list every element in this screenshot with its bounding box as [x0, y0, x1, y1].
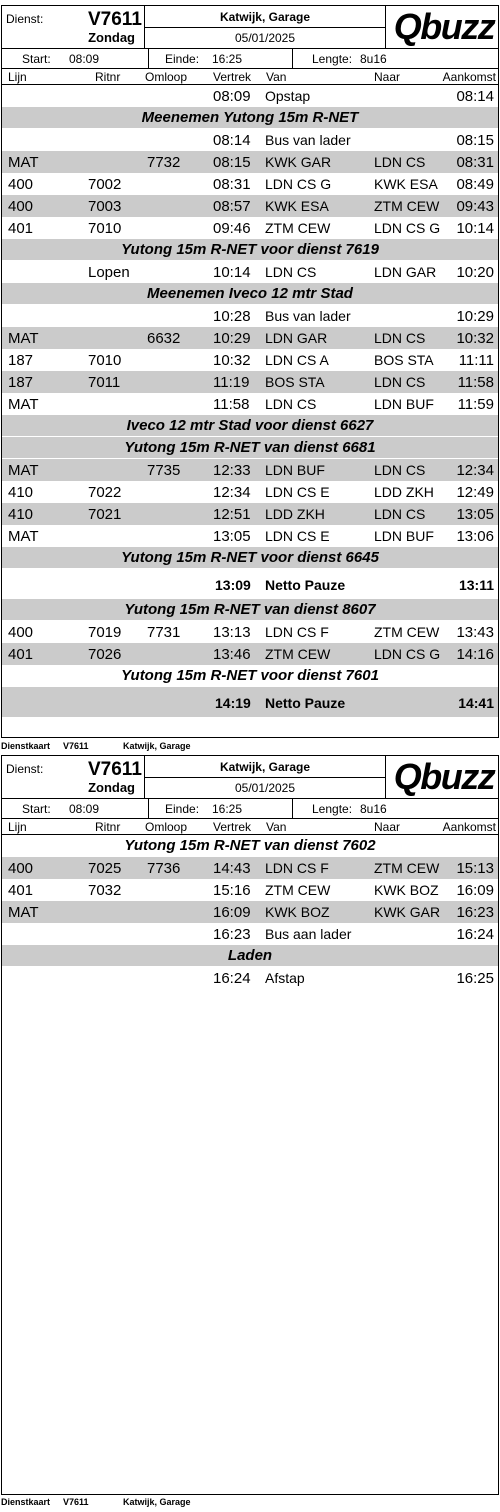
cell-aankomst: 12:49: [456, 484, 494, 501]
cell-aankomst: 15:13: [456, 860, 494, 877]
cell-vertrek: 13:09: [215, 577, 251, 593]
cell-naar: LDD ZKH: [374, 484, 434, 500]
einde-value: 16:25: [212, 802, 243, 816]
table-row: [2, 879, 498, 901]
pause-row: [2, 687, 498, 717]
cell-lijn: 410: [8, 484, 34, 501]
header-location-box: [144, 6, 386, 48]
cell-vertrek: 10:28: [213, 308, 251, 325]
cell-naar: ZTM CEW: [374, 198, 440, 214]
cell-ritnr: 7019: [88, 624, 122, 641]
dienst-day: Zondag: [88, 780, 135, 795]
table-row: [2, 901, 498, 923]
cell-van: LDN GAR: [265, 330, 328, 346]
schedule-rows: [2, 85, 498, 717]
col-omloop: Omloop: [145, 820, 188, 834]
cell-naar: LDN BUF: [374, 528, 434, 544]
einde-label: Einde:: [165, 802, 200, 816]
cell-naar: LDN CS: [374, 374, 426, 390]
col-aankomst: Aankomst: [442, 70, 496, 84]
cell-aankomst: 12:34: [456, 462, 494, 479]
cell-vertrek: 10:29: [213, 330, 251, 347]
start-label: Start:: [22, 802, 51, 816]
cell-vertrek: 08:57: [213, 198, 251, 215]
start-value: 08:09: [69, 802, 100, 816]
lengte-value: 8u16: [360, 802, 387, 816]
footer-title: Dienstkaart: [1, 741, 51, 751]
cell-ritnr: 7002: [88, 176, 122, 193]
divider: [292, 49, 293, 68]
divider: [148, 799, 149, 818]
cell-ritnr: 7003: [88, 198, 122, 215]
table-row: [2, 621, 498, 643]
table-row: [2, 525, 498, 547]
cell-van: LDN CS E: [265, 528, 330, 544]
shift-times-row: [2, 799, 498, 819]
dienst-number: V7611: [88, 9, 142, 30]
start-label: Start:: [22, 52, 51, 66]
col-vertrek: Vertrek: [213, 820, 252, 834]
footer-location: Katwijk, Garage: [123, 1497, 191, 1507]
cell-van: KWK GAR: [265, 154, 332, 170]
cell-aankomst: 13:05: [456, 506, 494, 523]
col-lijn: Lijn: [8, 70, 27, 84]
cell-lijn: 401: [8, 646, 34, 663]
cell-lijn: MAT: [8, 528, 39, 545]
cell-van: LDD ZKH: [265, 506, 325, 522]
cell-van: LDN CS E: [265, 484, 330, 500]
cell-vertrek: 13:05: [213, 528, 251, 545]
cell-vertrek: 12:51: [213, 506, 251, 523]
col-van: Van: [266, 70, 287, 84]
schedule-rows: [2, 835, 498, 989]
lengte-label: Lengte:: [312, 802, 353, 816]
cell-aankomst: 16:25: [456, 970, 494, 987]
cell-vertrek: 08:31: [213, 176, 251, 193]
service-date: 05/01/2025: [234, 31, 296, 45]
location-name: Katwijk, Garage: [145, 6, 385, 28]
cell-aankomst: 08:14: [456, 88, 494, 105]
cell-vertrek: 15:16: [213, 882, 251, 899]
cell-naar: KWK ESA: [374, 176, 438, 192]
cell-vertrek: 16:09: [213, 904, 251, 921]
cell-lijn: MAT: [8, 396, 39, 413]
cell-van: LDN CS: [265, 396, 317, 412]
cell-van: LDN BUF: [265, 462, 325, 478]
cell-van: KWK ESA: [265, 198, 329, 214]
cell-vertrek: 14:43: [213, 860, 251, 877]
cell-van: Bus van lader: [265, 308, 351, 324]
header-location-box: [144, 756, 386, 798]
divider: [148, 49, 149, 68]
cell-lijn: MAT: [8, 462, 39, 479]
cell-aankomst: 10:32: [456, 330, 494, 347]
cell-lijn: 400: [8, 860, 34, 877]
section-header: Meenemen Iveco 12 mtr Stad: [2, 283, 498, 305]
dienstkaart-page-1: [0, 5, 500, 738]
cell-naar: KWK GAR: [374, 904, 441, 920]
cell-aankomst: 16:09: [456, 882, 494, 899]
cell-omloop: 7732: [147, 154, 181, 171]
table-row: [2, 129, 498, 151]
cell-ritnr: 7026: [88, 646, 122, 663]
lengte-value: 8u16: [360, 52, 387, 66]
cell-naar: LDN CS: [374, 462, 426, 478]
section-header: Yutong 15m R-NET van dienst 7602: [2, 835, 498, 857]
cell-naar: KWK BOZ: [374, 882, 439, 898]
table-row: [2, 305, 498, 327]
table-row: [2, 481, 498, 503]
cell-naar: BOS STA: [374, 352, 434, 368]
cell-van: ZTM CEW: [265, 220, 331, 236]
cell-lijn: 401: [8, 882, 34, 899]
cell-naar: ZTM CEW: [374, 860, 440, 876]
cell-aankomst: 10:14: [456, 220, 494, 237]
col-aankomst: Aankomst: [442, 820, 496, 834]
table-row: [2, 195, 498, 217]
cell-aankomst: 11:59: [457, 396, 494, 413]
dienst-number: V7611: [88, 759, 142, 780]
cell-vertrek: 11:19: [213, 374, 250, 391]
cell-van: ZTM CEW: [265, 882, 331, 898]
qbuzz-logo: Qbuzz: [393, 6, 495, 47]
cell-vertrek: 12:34: [213, 484, 251, 501]
section-header: Meenemen Yutong 15m R-NET: [2, 107, 498, 129]
cell-aankomst: 08:49: [456, 176, 494, 193]
cell-vertrek: 13:13: [213, 624, 251, 641]
cell-naar: LDN CS G: [374, 646, 441, 662]
cell-van: LDN CS F: [265, 624, 329, 640]
cell-naar: LDN GAR: [374, 264, 437, 280]
footer-location: Katwijk, Garage: [123, 741, 191, 751]
footer-number: V7611: [63, 1497, 89, 1507]
cell-aankomst: 14:16: [456, 646, 494, 663]
section-header: Iveco 12 mtr Stad voor dienst 6627: [2, 415, 498, 437]
location-name: Katwijk, Garage: [145, 756, 385, 778]
cell-vertrek: 08:09: [213, 88, 251, 105]
cell-aankomst: 11:58: [457, 374, 494, 391]
cell-vertrek: 16:23: [213, 926, 251, 943]
col-ritnr: Ritnr: [95, 70, 121, 84]
cell-van: KWK BOZ: [265, 904, 330, 920]
col-lijn: Lijn: [8, 820, 27, 834]
col-naar: Naar: [374, 820, 401, 834]
cell-lijn: 400: [8, 176, 34, 193]
cell-naar: LDN CS: [374, 330, 426, 346]
pause-row: [2, 569, 498, 599]
table-row: [2, 393, 498, 415]
cell-van: Bus van lader: [265, 132, 351, 148]
table-row: [2, 151, 498, 173]
column-header-row: [2, 819, 498, 835]
cell-naar: ZTM CEW: [374, 624, 440, 640]
cell-vertrek: 14:19: [215, 695, 251, 711]
cell-lijn: 410: [8, 506, 34, 523]
cell-aankomst: 08:31: [456, 154, 494, 171]
cell-vertrek: 11:58: [213, 396, 250, 413]
cell-van: Netto Pauze: [265, 577, 346, 593]
cell-ritnr: 7025: [88, 860, 122, 877]
cell-aankomst: 11:11: [458, 352, 494, 369]
section-header: Yutong 15m R-NET van dienst 8607: [2, 599, 498, 621]
cell-naar: LDN CS: [374, 154, 426, 170]
cell-vertrek: 13:46: [213, 646, 251, 663]
cell-naar: LDN CS: [374, 506, 426, 522]
table-row: [2, 217, 498, 239]
cell-ritnr: 7032: [88, 882, 122, 899]
einde-value: 16:25: [212, 52, 243, 66]
cell-vertrek: 10:14: [213, 264, 251, 281]
table-row: [2, 173, 498, 195]
cell-vertrek: 10:32: [213, 352, 251, 369]
cell-omloop: 7731: [147, 624, 181, 641]
col-omloop: Omloop: [145, 70, 188, 84]
cell-van: LDN CS F: [265, 860, 329, 876]
lengte-label: Lengte:: [312, 52, 353, 66]
dienstkaart-card: [1, 755, 499, 1495]
cell-van: ZTM CEW: [265, 646, 331, 662]
cell-ritnr: 7021: [88, 506, 122, 523]
cell-lijn: 401: [8, 220, 34, 237]
start-value: 08:09: [69, 52, 100, 66]
table-row: [2, 643, 498, 665]
section-header: Yutong 15m R-NET van dienst 6681: [2, 437, 498, 459]
card-header: [2, 756, 498, 799]
cell-aankomst: 10:20: [456, 264, 494, 281]
col-naar: Naar: [374, 70, 401, 84]
dienst-label: Dienst:: [6, 12, 44, 26]
cell-omloop: 7735: [147, 462, 181, 479]
dienstkaart-page-2: [0, 755, 500, 1495]
cell-lijn: MAT: [8, 330, 39, 347]
cell-ritnr: Lopen: [88, 264, 130, 281]
cell-lijn: 400: [8, 624, 34, 641]
cell-ritnr: 7022: [88, 484, 122, 501]
footer-title: Dienstkaart: [1, 1497, 51, 1507]
table-row: [2, 327, 498, 349]
cell-aankomst: 14:41: [458, 695, 494, 711]
dienstkaart-card: [1, 5, 499, 738]
col-vertrek: Vertrek: [213, 70, 252, 84]
col-ritnr: Ritnr: [95, 820, 121, 834]
footer-number: V7611: [63, 741, 89, 751]
card-header: [2, 6, 498, 49]
table-row: [2, 459, 498, 481]
einde-label: Einde:: [165, 52, 200, 66]
table-row: [2, 503, 498, 525]
cell-aankomst: 10:29: [456, 308, 494, 325]
table-row: [2, 923, 498, 945]
cell-van: LDN CS A: [265, 352, 329, 368]
cell-vertrek: 12:33: [213, 462, 251, 479]
cell-vertrek: 08:15: [213, 154, 251, 171]
cell-lijn: MAT: [8, 904, 39, 921]
cell-aankomst: 13:11: [458, 577, 494, 593]
cell-vertrek: 09:46: [213, 220, 251, 237]
cell-ritnr: 7010: [88, 220, 122, 237]
cell-ritnr: 7010: [88, 352, 122, 369]
dienst-day: Zondag: [88, 30, 135, 45]
table-row: [2, 371, 498, 393]
section-header: Yutong 15m R-NET voor dienst 7601: [2, 665, 498, 687]
cell-omloop: 7736: [147, 860, 181, 877]
shift-times-row: [2, 49, 498, 69]
cell-naar: LDN CS G: [374, 220, 441, 236]
cell-lijn: 400: [8, 198, 34, 215]
section-header: Yutong 15m R-NET voor dienst 6645: [2, 547, 498, 569]
column-header-row: [2, 69, 498, 85]
table-row: [2, 857, 498, 879]
cell-van: Afstap: [265, 970, 305, 986]
table-row: [2, 261, 498, 283]
cell-lijn: 187: [8, 374, 34, 391]
divider: [292, 799, 293, 818]
cell-van: LDN CS: [265, 264, 317, 280]
cell-vertrek: 08:14: [213, 132, 251, 149]
cell-aankomst: 13:06: [456, 528, 494, 545]
table-row: [2, 349, 498, 371]
service-date: 05/01/2025: [234, 781, 296, 795]
cell-van: Netto Pauze: [265, 695, 346, 711]
cell-aankomst: 16:23: [456, 904, 494, 921]
cell-aankomst: 13:43: [456, 624, 494, 641]
cell-van: LDN CS G: [265, 176, 332, 192]
cell-ritnr: 7011: [88, 374, 121, 391]
qbuzz-logo: Qbuzz: [393, 756, 495, 797]
cell-vertrek: 16:24: [213, 970, 251, 987]
cell-aankomst: 16:24: [456, 926, 494, 943]
cell-van: Opstap: [265, 88, 311, 104]
col-van: Van: [266, 820, 287, 834]
dienst-label: Dienst:: [6, 762, 44, 776]
table-row: [2, 967, 498, 989]
cell-lijn: MAT: [8, 154, 39, 171]
section-header: Yutong 15m R-NET voor dienst 7619: [2, 239, 498, 261]
table-row: [2, 85, 498, 107]
cell-lijn: 187: [8, 352, 34, 369]
cell-aankomst: 09:43: [456, 198, 494, 215]
cell-aankomst: 08:15: [456, 132, 494, 149]
cell-naar: LDN BUF: [374, 396, 434, 412]
section-header: Laden: [2, 945, 498, 967]
cell-omloop: 6632: [147, 330, 181, 347]
cell-van: BOS STA: [265, 374, 325, 390]
cell-van: Bus aan lader: [265, 926, 352, 942]
